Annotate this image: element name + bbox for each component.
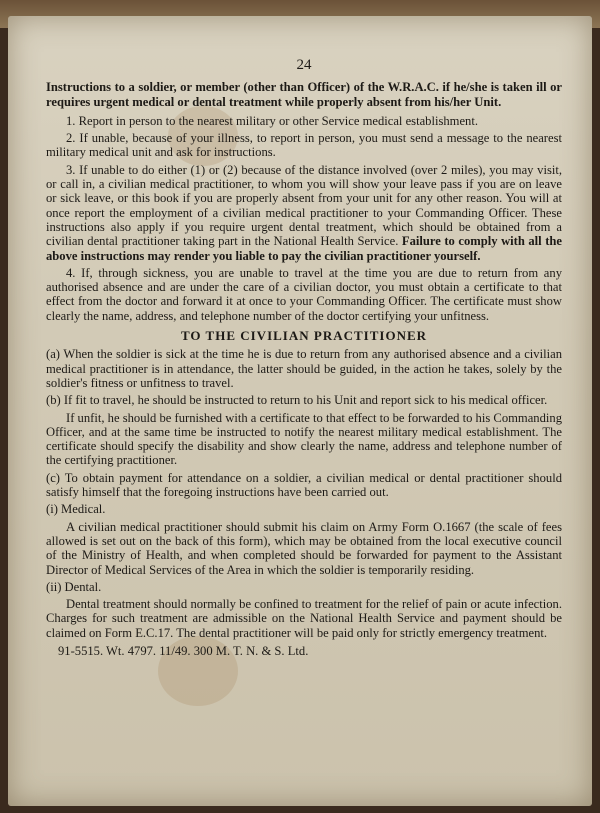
dental-text: Dental treatment should normally be confined to treatment for the relief of pain or acute infection. Charges for such treatment are admissible on the National Health Service and payment should be claimed on Form E.C.17. The dental practitioner will be paid only for strictly emergency treatment. — [46, 597, 562, 640]
document-page — [8, 16, 592, 806]
medical-text: A civilian medical practitioner should submit his claim on Army Form O.1667 (the scale of fees allowed is set out on the back of this form), which may be obtained from the local executive council of the Ministry of Health, and when completed should be forwarded for payment to the Assistant Director of Medical Services of the Area in which the soldier is temporarily residing. — [46, 519, 562, 577]
section-title: TO THE CIVILIAN PRACTITIONER — [180, 328, 428, 344]
dental-label: (ii) Dental. — [46, 579, 102, 594]
clause-b: (b) If fit to travel, he should be instructed to return to his Unit and report sick to his medical officer. — [46, 393, 548, 408]
paragraph-1: 1. Report in person to the nearest military or other Service medical establishment. — [66, 113, 478, 128]
page-number: 24 — [296, 57, 312, 73]
clause-c: (c) To obtain payment for attendance on a soldier, a civilian medical or dental practitioner should satisfy himself that the foregoing instructions have been carried out. — [46, 470, 562, 500]
paragraph-3-warning: Failure to comply with all the above instructions may render you liable to pay the civilian practitioner yourself. — [46, 234, 562, 263]
paragraph-3-text: 3. If unable to do either (1) or (2) because of the distance involved (over 2 miles), you may visit, or call in, a civilian medical practitioner, to whom you will show your leave pass if you are on leave or sick leave, or this book if you are properly absent from your unit for any other reason. You will at once report the employment of a civilian medical practitioner to your Commanding Officer. These instructions also apply if you require urgent dental treatment, which should be obtained from a civilian dental practitioner taking part in the National Health Service. — [46, 162, 562, 249]
print-footer: 91-5515. Wt. 4797. 11/49. 300 M. T. N. & S. Ltd. — [58, 643, 309, 658]
clause-a: (a) When the soldier is sick at the time he is due to return from any authorised absence and a civilian medical practitioner is in attendance, the latter should be guided, in the action he takes, solely by the soldier's fitness or unfitness to travel. — [46, 347, 562, 390]
page-content — [46, 58, 562, 658]
medical-label: (i) Medical. — [46, 502, 106, 517]
clause-b-continued: If unfit, he should be furnished with a certificate to that effect to be forwarded to his Commanding Officer, and at the same time be instructed to notify the nearest military medical establishment. The certificate should specify the disability and show clearly the name, address and telephone number of the certifying practitioner. — [46, 410, 562, 468]
paragraph-4: 4. If, through sickness, you are unable to travel at the time you are due to return from any authorised absence and are under the care of a civilian doctor, you must obtain a certificate to that effect from the doctor and forward it at once to your Commanding Officer. The certificate must show clearly the name, address, and telephone number of the doctor certifying your unfitness. — [46, 265, 562, 323]
paragraph-2: 2. If unable, because of your illness, to report in person, you must send a message to the nearest military medical unit and ask for instructions. — [46, 131, 562, 160]
paragraph-3 — [46, 163, 562, 263]
instructions-heading: Instructions to a soldier, or member (other than Officer) of the W.R.A.C. if he/she is taken ill or requires urgent medical or dental treatment while properly absent from his/her Unit. — [46, 80, 562, 109]
